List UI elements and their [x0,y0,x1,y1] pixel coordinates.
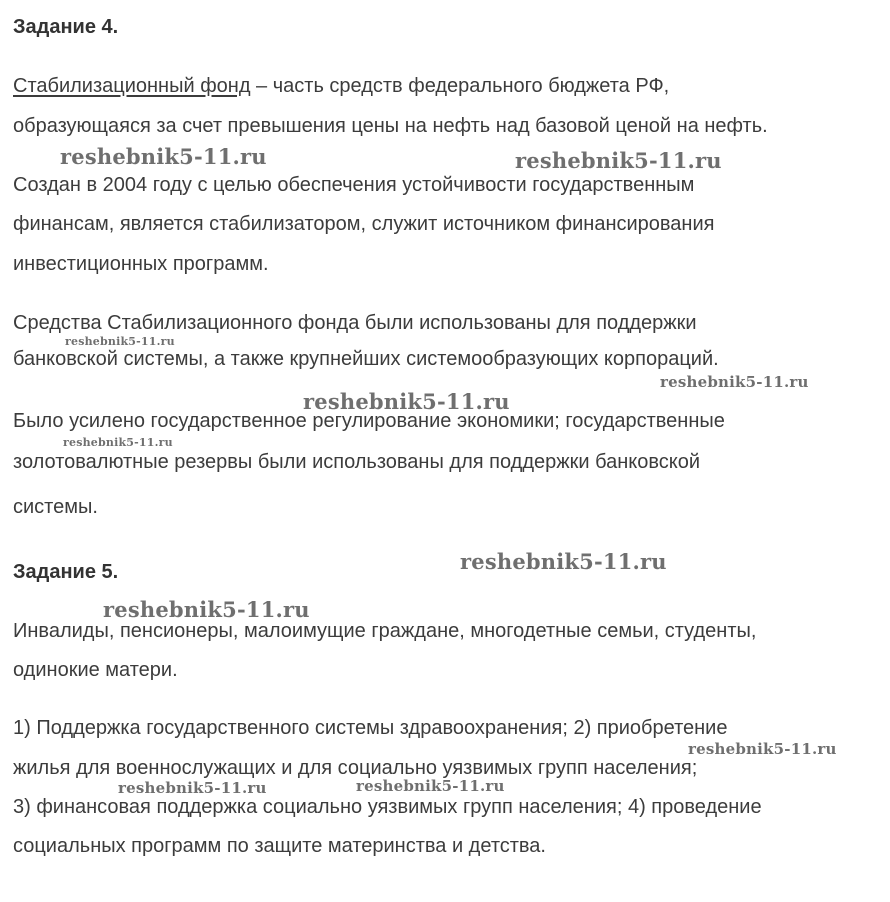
watermark: reshebnik5-11.ru [118,779,267,797]
watermark: reshebnik5-11.ru [356,777,505,795]
watermark: reshebnik5-11.ru [63,436,173,449]
term-definition-start: – часть средств федерального бюджета РФ, [250,75,670,97]
task4-paragraph2-line1: Средства Стабилизационного фонда были использованы для поддержки [13,312,697,334]
watermark: reshebnik5-11.ru [103,597,310,622]
task4-paragraph1-line2: образующаяся за счет превышения цены на нефть над базовой ценой на нефть. [13,115,768,137]
watermark: reshebnik5-11.ru [60,144,267,169]
task5-paragraph1-line2: одинокие матери. [13,659,178,681]
task4-paragraph3-line2: золотовалютные резервы были использованы для поддержки банковской [13,451,701,473]
task5-heading: Задание 5. [13,561,119,583]
task4-paragraph1-line1 [13,74,669,98]
task4-paragraph1-line3: Создан в 2004 году с целью обеспечения устойчивости государственным [13,174,695,196]
watermark: reshebnik5-11.ru [303,389,510,414]
watermark: reshebnik5-11.ru [660,373,809,391]
task4-paragraph2-line2: банковской системы, а также крупнейших системообразующих корпораций. [13,348,719,370]
task5-paragraph2-line4: социальных программ по защите материнства и детства. [13,835,546,857]
task4-paragraph3-line1: Было усилено государственное регулирование экономики; государственные [13,410,725,432]
task4-paragraph1-line4: финансам, является стабилизатором, служит источником финансирования [13,213,715,235]
watermark: reshebnik5-11.ru [515,148,722,173]
watermark: reshebnik5-11.ru [460,549,667,574]
term-stabilization-fund: Стабилизационный фонд [13,75,251,97]
task4-heading: Задание 4. [13,16,119,38]
watermark: reshebnik5-11.ru [688,740,837,758]
task5-paragraph1-line1: Инвалиды, пенсионеры, малоимущие граждане, многодетные семьи, студенты, [13,620,757,642]
task5-paragraph2-line2: жилья для военнослужащих и для социально уязвимых групп населения; [13,757,698,779]
task4-paragraph1-line5: инвестиционных программ. [13,253,269,275]
task5-paragraph2-line3: 3) финансовая поддержка социально уязвимых групп населения; 4) проведение [13,796,762,818]
task5-paragraph2-line1: 1) Поддержка государственного системы здравоохранения; 2) приобретение [13,717,728,739]
task4-paragraph3-line3: системы. [13,496,98,518]
watermark: reshebnik5-11.ru [65,335,175,348]
